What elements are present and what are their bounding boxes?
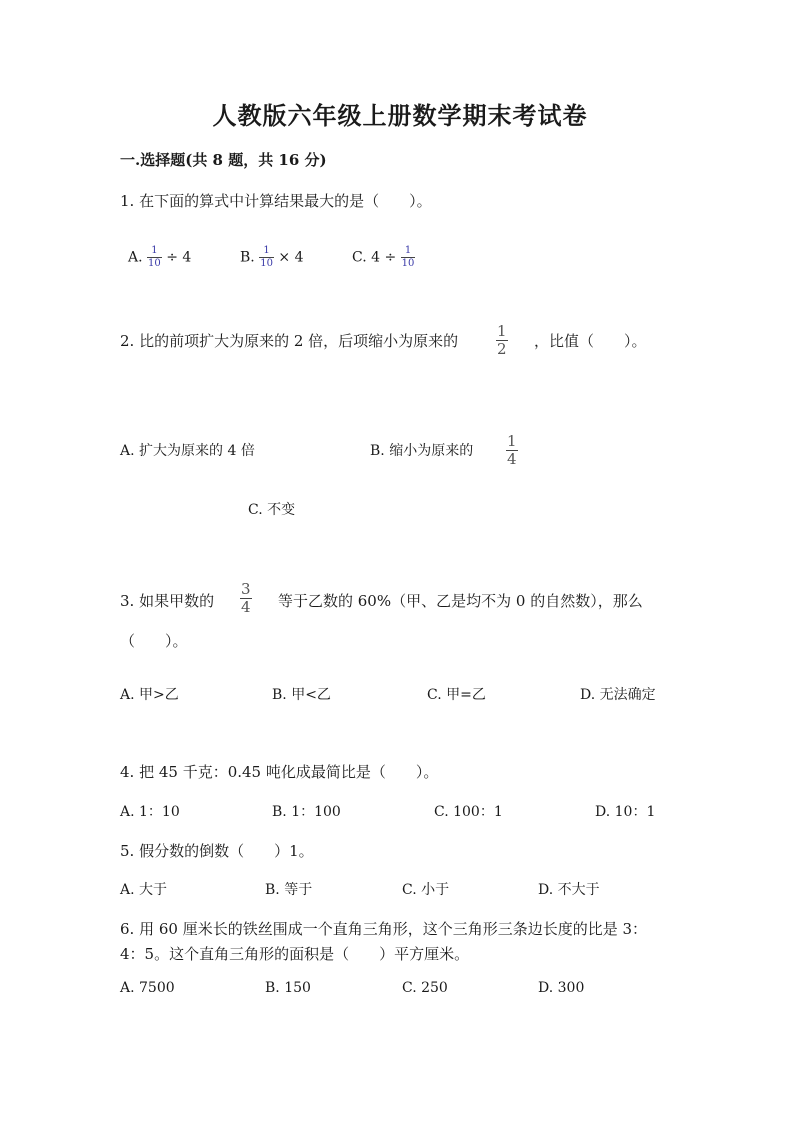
question-3-option-a: A. 甲>乙 (120, 687, 179, 703)
question-3-option-b: B. 甲<乙 (272, 687, 331, 703)
question-3-stem-cont: 等于乙数的 60%（甲、乙是均不为 0 的自然数），那么 (278, 592, 643, 610)
page-title: 人教版六年级上册数学期末考试卷 (212, 101, 588, 130)
question-6-option-c: C. 250 (402, 980, 448, 996)
fraction-denominator: 4 (507, 450, 517, 468)
question-2-stem-end: ，比值（ ）。 (534, 332, 647, 350)
question-2-option-b-fraction (506, 434, 518, 467)
question-3-option-d: D. 无法确定 (580, 687, 656, 703)
question-4-option-c: C. 100：1 (434, 804, 503, 820)
question-4-option-b: B. 1：100 (272, 804, 341, 820)
question-5-option-a: A. 大于 (120, 882, 168, 898)
question-1-option-c (352, 246, 415, 269)
question-6-stem-line2: 4：5。这个直角三角形的面积是（ ）平方厘米。 (120, 945, 470, 963)
option-prefix: C. 4 ÷ (352, 249, 397, 266)
fraction-numerator: 1 (507, 432, 517, 450)
question-6-option-a: A. 7500 (120, 980, 175, 996)
section-heading: 一.选择题(共 8 题，共 16 分) (120, 151, 327, 169)
question-1-option-a (128, 246, 191, 269)
fraction-denominator: 4 (241, 598, 251, 616)
fraction-denominator: 10 (401, 258, 415, 269)
question-4-stem: 4. 把 45 千克：0.45 吨化成最简比是（ ）。 (120, 763, 439, 781)
fraction-denominator: 10 (148, 258, 161, 269)
question-5-option-c: C. 小于 (402, 882, 450, 898)
question-3-stem: 3. 如果甲数的 (120, 592, 215, 610)
option-prefix: A. (128, 249, 143, 266)
fraction-denominator: 2 (497, 340, 507, 358)
fraction-numerator: 1 (497, 322, 507, 340)
question-1-option-b (240, 246, 303, 269)
question-3-option-c: C. 甲=乙 (427, 687, 486, 703)
question-6-option-b: B. 150 (265, 980, 311, 996)
question-6-option-d: D. 300 (538, 980, 585, 996)
question-3-stem-end: （ ）。 (120, 632, 188, 650)
fraction-numerator: 1 (263, 245, 270, 256)
question-5-option-d: D. 不大于 (538, 882, 600, 898)
option-suffix: × 4 (278, 249, 304, 266)
fraction (259, 246, 274, 269)
fraction-numerator: 1 (404, 245, 412, 256)
fraction (401, 246, 416, 269)
question-2-option-c: C. 不变 (248, 502, 296, 518)
fraction-numerator: 1 (151, 245, 158, 256)
question-2-stem-fraction (496, 324, 508, 357)
question-5-stem: 5. 假分数的倒数（ ）1。 (120, 842, 314, 860)
question-4-option-d: D. 10：1 (595, 804, 656, 820)
option-prefix: B. (240, 249, 255, 266)
question-2-stem: 2. 比的前项扩大为原来的 2 倍，后项缩小为原来的 (120, 332, 459, 350)
fraction-denominator: 10 (260, 258, 273, 269)
question-2-option-a: A. 扩大为原来的 4 倍 (120, 443, 255, 459)
option-suffix: ÷ 4 (166, 249, 192, 266)
question-3-stem-fraction (240, 582, 252, 615)
question-6-stem-line1: 6. 用 60 厘米长的铁丝围成一个直角三角形，这个三角形三条边长度的比是 3： (120, 920, 648, 938)
fraction-numerator: 3 (241, 580, 251, 598)
question-5-option-b: B. 等于 (265, 882, 313, 898)
question-1-stem: 1. 在下面的算式中计算结果最大的是（ ）。 (120, 192, 432, 210)
fraction (147, 246, 162, 269)
question-4-option-a: A. 1：10 (120, 804, 180, 820)
question-2-option-b: B. 缩小为原来的 (370, 443, 474, 459)
